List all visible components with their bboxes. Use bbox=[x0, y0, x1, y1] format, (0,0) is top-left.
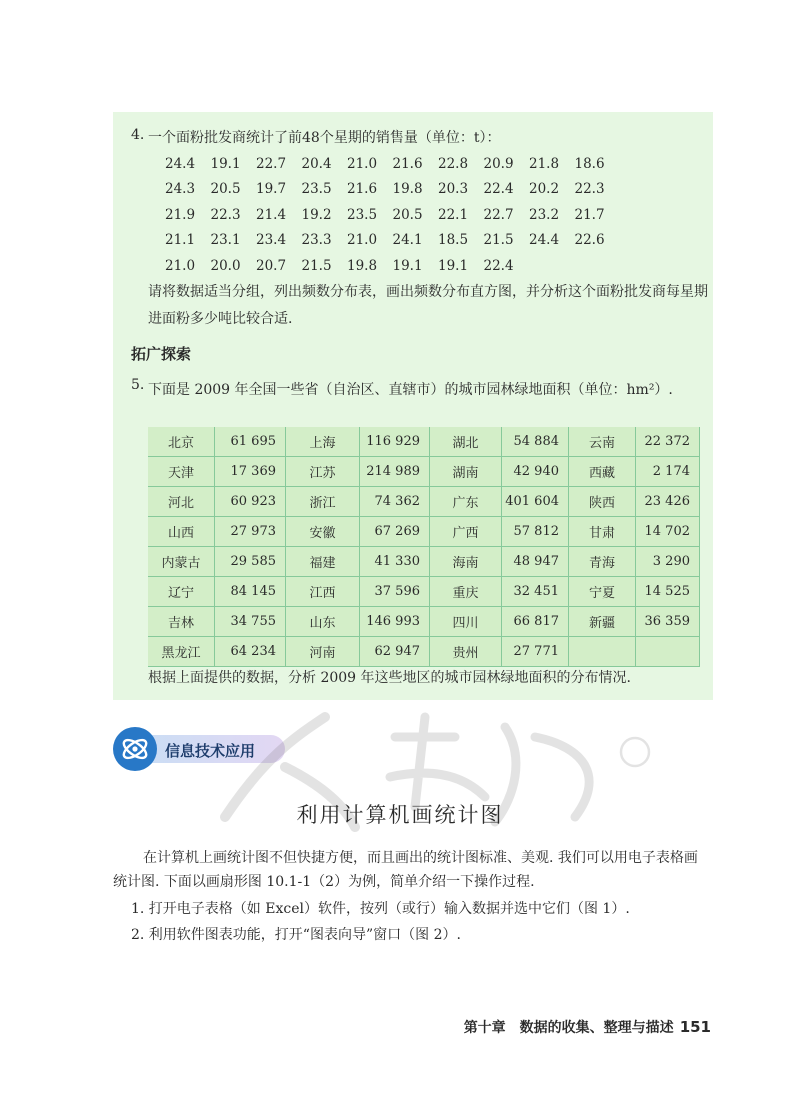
area-cell: 64 234 bbox=[215, 637, 285, 666]
area-cell: 67 269 bbox=[360, 517, 429, 546]
data-row bbox=[165, 151, 620, 177]
region-cell: 广东 bbox=[430, 487, 501, 516]
data-value: 21.7 bbox=[574, 206, 605, 223]
data-value: 19.7 bbox=[256, 181, 287, 198]
data-value: 20.3 bbox=[438, 181, 469, 198]
step-1-text: 1. 打开电子表格（如 Excel）软件，按列（或行）输入数据并选中它们（图 1）. bbox=[131, 901, 630, 917]
data-value: 20.0 bbox=[210, 257, 241, 274]
data-value: 23.5 bbox=[301, 181, 332, 198]
data-value: 22.3 bbox=[574, 181, 605, 198]
data-value: 21.4 bbox=[256, 206, 287, 223]
region-cell: 甘肃 bbox=[569, 517, 635, 546]
page-number: 151 bbox=[679, 1018, 711, 1036]
data-value: 20.5 bbox=[392, 206, 423, 223]
exercise-5-title: 下面是 2009 年全国一些省（自治区、直辖市）的城市园林绿地面积（单位：hm²）. bbox=[148, 382, 673, 398]
region-cell: 吉林 bbox=[148, 607, 214, 636]
region-cell: 云南 bbox=[569, 427, 635, 456]
region-cell: 浙江 bbox=[286, 487, 359, 516]
data-value: 19.1 bbox=[210, 155, 241, 172]
exercise-4-title: 一个面粉批发商统计了前48个星期的销售量（单位：t）： bbox=[148, 130, 501, 146]
data-value: 22.7 bbox=[483, 206, 514, 223]
region-cell: 北京 bbox=[148, 427, 214, 456]
data-value: 22.6 bbox=[574, 232, 605, 249]
area-cell: 66 817 bbox=[502, 607, 568, 636]
data-value: 19.1 bbox=[392, 257, 423, 274]
data-value: 21.6 bbox=[347, 181, 378, 198]
sales-data-list bbox=[165, 151, 620, 279]
area-cell: 37 596 bbox=[360, 577, 429, 606]
area-cell: 17 369 bbox=[215, 457, 285, 486]
area-cell: 2 174 bbox=[636, 457, 699, 486]
region-cell: 上海 bbox=[286, 427, 359, 456]
area-cell: 14 702 bbox=[636, 517, 699, 546]
data-value: 24.4 bbox=[529, 232, 560, 249]
page-title: 利用计算机画统计图 bbox=[296, 803, 504, 827]
region-cell: 河北 bbox=[148, 487, 214, 516]
data-value: 18.6 bbox=[574, 155, 605, 172]
data-value: 21.5 bbox=[301, 257, 332, 274]
data-value: 20.5 bbox=[210, 181, 241, 198]
data-row bbox=[165, 228, 620, 254]
region-cell: 江西 bbox=[286, 577, 359, 606]
data-value: 23.1 bbox=[210, 232, 241, 249]
region-cell: 黑龙江 bbox=[148, 637, 214, 666]
data-value: 23.3 bbox=[301, 232, 332, 249]
data-value: 21.8 bbox=[529, 155, 560, 172]
area-cell: 116 929 bbox=[360, 427, 429, 456]
page-footer bbox=[464, 1017, 711, 1037]
data-value: 23.2 bbox=[529, 206, 560, 223]
area-cell: 3 290 bbox=[636, 547, 699, 576]
region-cell: 青海 bbox=[569, 547, 635, 576]
data-value: 22.8 bbox=[438, 155, 469, 172]
region-cell: 西藏 bbox=[569, 457, 635, 486]
intro-paragraph: 在计算机上画统计图不但快捷方便，而且画出的统计图标准、美观. 我们可以用电子表格画统计图. 下面以画扇形图 10.1-1（2）为例，简单介绍一下操作过程. bbox=[113, 850, 698, 890]
data-value: 24.3 bbox=[165, 181, 196, 198]
region-cell: 广西 bbox=[430, 517, 501, 546]
region-cell: 山东 bbox=[286, 607, 359, 636]
region-cell: 贵州 bbox=[430, 637, 501, 666]
area-cell: 22 372 bbox=[636, 427, 699, 456]
data-value: 21.0 bbox=[165, 257, 196, 274]
area-cell: 54 884 bbox=[502, 427, 568, 456]
area-cell: 57 812 bbox=[502, 517, 568, 546]
area-cell: 62 947 bbox=[360, 637, 429, 666]
area-cell: 14 525 bbox=[636, 577, 699, 606]
region-cell: 湖南 bbox=[430, 457, 501, 486]
region-cell: 湖北 bbox=[430, 427, 501, 456]
data-value: 23.5 bbox=[347, 206, 378, 223]
region-cell: 江苏 bbox=[286, 457, 359, 486]
area-cell: 27 771 bbox=[502, 637, 568, 666]
step-2-text: 2. 利用软件图表功能，打开“图表向导”窗口（图 2）. bbox=[131, 927, 461, 943]
data-value: 21.0 bbox=[347, 155, 378, 172]
section-heading: 拓广探索 bbox=[131, 345, 192, 363]
data-value: 22.7 bbox=[256, 155, 287, 172]
area-cell: 32 451 bbox=[502, 577, 568, 606]
data-value: 21.1 bbox=[165, 232, 196, 249]
data-value: 19.8 bbox=[392, 181, 423, 198]
data-value: 21.6 bbox=[392, 155, 423, 172]
exercise-5-number: 5. bbox=[131, 377, 145, 393]
region-cell bbox=[569, 637, 635, 666]
area-cell: 34 755 bbox=[215, 607, 285, 636]
data-value: 19.8 bbox=[347, 257, 378, 274]
data-value: 20.7 bbox=[256, 257, 287, 274]
data-value: 23.4 bbox=[256, 232, 287, 249]
area-cell: 214 989 bbox=[360, 457, 429, 486]
area-cell: 27 973 bbox=[215, 517, 285, 546]
area-cell: 60 923 bbox=[215, 487, 285, 516]
data-value: 19.1 bbox=[438, 257, 469, 274]
region-cell: 福建 bbox=[286, 547, 359, 576]
area-cell: 74 362 bbox=[360, 487, 429, 516]
data-value: 22.3 bbox=[210, 206, 241, 223]
data-value: 21.5 bbox=[483, 232, 514, 249]
data-value: 20.4 bbox=[301, 155, 332, 172]
region-cell: 宁夏 bbox=[569, 577, 635, 606]
data-value: 19.2 bbox=[301, 206, 332, 223]
area-cell: 41 330 bbox=[360, 547, 429, 576]
area-cell: 48 947 bbox=[502, 547, 568, 576]
area-cell: 61 695 bbox=[215, 427, 285, 456]
area-cell bbox=[636, 637, 699, 666]
data-value: 20.2 bbox=[529, 181, 560, 198]
exercise-4-instruction: 请将数据适当分组，列出频数分布表，画出频数分布直方图，并分析这个面粉批发商每星期进面粉多少吨比较合适. bbox=[148, 284, 708, 327]
data-value: 22.4 bbox=[483, 181, 514, 198]
region-cell: 四川 bbox=[430, 607, 501, 636]
region-cell: 安徽 bbox=[286, 517, 359, 546]
chapter-title: 第十章 数据的收集、整理与描述 bbox=[463, 1020, 674, 1036]
region-cell: 河南 bbox=[286, 637, 359, 666]
area-cell: 23 426 bbox=[636, 487, 699, 516]
green-area-table bbox=[148, 427, 700, 667]
data-value: 22.4 bbox=[483, 257, 514, 274]
exercise-5-instruction: 根据上面提供的数据，分析 2009 年这些地区的城市园林绿地面积的分布情况. bbox=[148, 670, 631, 686]
data-value: 18.5 bbox=[438, 232, 469, 249]
atom-logo-icon bbox=[113, 727, 157, 771]
region-cell: 陕西 bbox=[569, 487, 635, 516]
area-cell: 36 359 bbox=[636, 607, 699, 636]
data-value: 20.9 bbox=[483, 155, 514, 172]
data-value: 24.1 bbox=[392, 232, 423, 249]
area-cell: 401 604 bbox=[502, 487, 568, 516]
region-cell: 新疆 bbox=[569, 607, 635, 636]
data-row bbox=[165, 202, 620, 228]
data-value: 24.4 bbox=[165, 155, 196, 172]
data-value: 21.9 bbox=[165, 206, 196, 223]
region-cell: 天津 bbox=[148, 457, 214, 486]
region-cell: 重庆 bbox=[430, 577, 501, 606]
data-row bbox=[165, 253, 620, 279]
area-cell: 42 940 bbox=[502, 457, 568, 486]
region-cell: 山西 bbox=[148, 517, 214, 546]
data-value: 22.1 bbox=[438, 206, 469, 223]
banner-label: 信息技术应用 bbox=[165, 742, 256, 760]
region-cell: 内蒙古 bbox=[148, 547, 214, 576]
area-cell: 29 585 bbox=[215, 547, 285, 576]
data-value: 21.0 bbox=[347, 232, 378, 249]
exercise-4-number: 4. bbox=[131, 127, 145, 143]
data-row bbox=[165, 177, 620, 203]
area-cell: 146 993 bbox=[360, 607, 429, 636]
region-cell: 海南 bbox=[430, 547, 501, 576]
area-cell: 84 145 bbox=[215, 577, 285, 606]
region-cell: 辽宁 bbox=[148, 577, 214, 606]
